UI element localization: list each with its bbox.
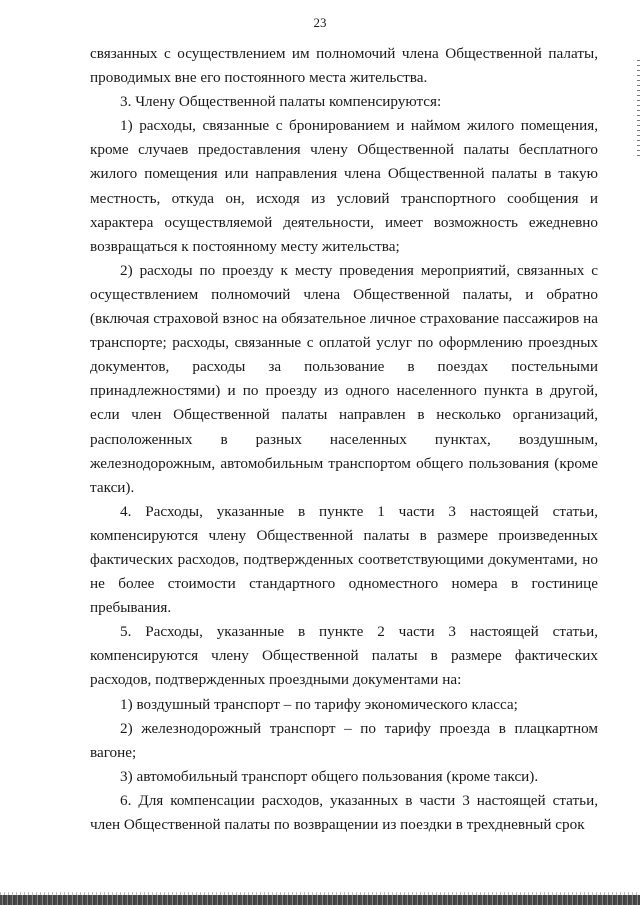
paragraph-clause-3-item-2: 2) расходы по проезду к месту проведения мероприятий, связанных с осуществлением полномочий члена Общественной палаты, и обратно (включая страховой взнос на обязательное личное страхование пассажиров на транспорте; расходы, связанные с оплатой услуг по оформлению проездных документов, расходы за пользование в поездах постельными принадлежностями) и по проезду из одного населенного пункта в другой, если член Общественной палаты направлен в несколько организаций, расположенных в разных населенных пунктах, воздушным, железнодорожным, автомобильным транспортом общего пользования (кроме такси). (90, 261, 598, 496)
paragraph-continuation: связанных с осуществлением им полномочий члена Общественной палаты, проводимых вне его постоянного места жительства. (90, 45, 598, 87)
scan-artifact-bottom (0, 895, 640, 905)
paragraph-clause-4: 4. Расходы, указанные в пункте 1 части 3 настоящей статьи, компенсируются члену Общественной палаты в размере произведенных фактических расходов, подтвержденных соответствующими документами, но не более стоимости стандартного одноместного номера в гостинице пребывания. (90, 502, 598, 617)
paragraph-clause-3: 3. Члену Общественной палаты компенсируются: (120, 93, 442, 111)
paragraph-clause-5-item-2: 2) железнодорожный транспорт – по тарифу проезда в плацкартном вагоне; (90, 719, 598, 761)
paragraph-clause-5: 5. Расходы, указанные в пункте 2 части 3 настоящей статьи, компенсируются члену Общественной палаты в размере фактических расходов, подтвержденных проездными документами на: (90, 623, 598, 689)
page-number: 23 (313, 15, 327, 30)
paragraph-clause-5-item-1: 1) воздушный транспорт – по тарифу экономического класса; (120, 695, 518, 713)
paragraph-clause-6: 6. Для компенсации расходов, указанных в части 3 настоящей статьи, член Общественной палаты по возвращении из поездки в трехдневный срок (90, 791, 598, 833)
paragraph-clause-5-item-3: 3) автомобильный транспорт общего пользования (кроме такси). (120, 767, 539, 785)
document-body (90, 42, 598, 837)
paragraph-clause-3-item-1: 1) расходы, связанные с бронированием и наймом жилого помещения, кроме случаев предоставления члену Общественной палаты бесплатного жилого помещения или направления члена Общественной палаты в такую местность, откуда он, исходя из условий транспортного сообщения и характера осуществляемой деятельности, имеет возможность ежедневно возвращаться к постоянному месту жительства; (90, 117, 598, 255)
